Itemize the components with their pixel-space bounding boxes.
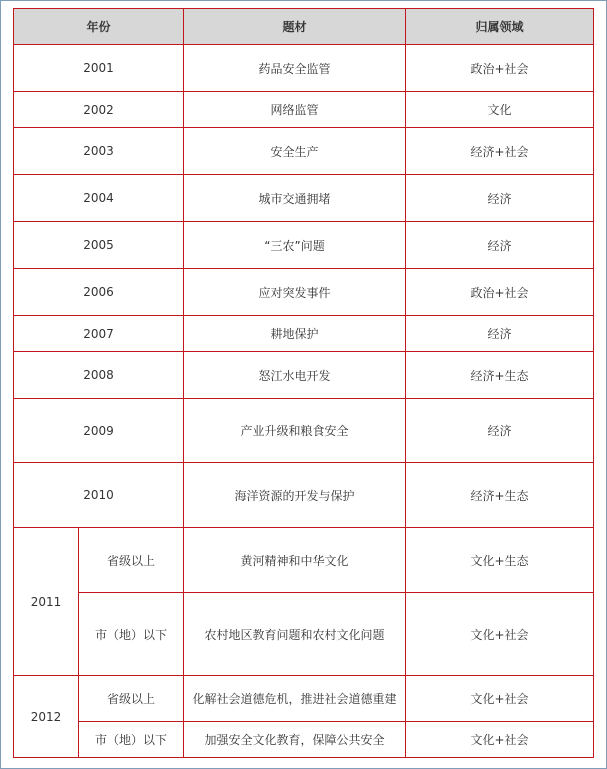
topic-cell: 产业升级和粮食安全 — [184, 399, 406, 463]
year-cell: 2008 — [14, 352, 184, 399]
table-row — [14, 463, 594, 528]
topic-cell: 城市交通拥堵 — [184, 175, 406, 222]
domain-cell: 文化+社会 — [406, 722, 594, 758]
domain-cell: 文化 — [406, 92, 594, 128]
year-cell: 2005 — [14, 222, 184, 269]
table-row — [14, 269, 594, 316]
year-cell: 2012 — [14, 676, 79, 758]
table-row — [14, 352, 594, 399]
table-row — [14, 399, 594, 463]
domain-cell: 经济 — [406, 316, 594, 352]
topic-cell: “三农”问题 — [184, 222, 406, 269]
topic-cell: 耕地保护 — [184, 316, 406, 352]
domain-cell: 政治+社会 — [406, 45, 594, 92]
table-row — [14, 593, 594, 676]
topic-cell: 加强安全文化教育，保障公共安全 — [184, 722, 406, 758]
level-cell: 市（地）以下 — [79, 722, 184, 758]
table-row — [14, 92, 594, 128]
table-row — [14, 45, 594, 92]
exam-topics-table — [13, 8, 594, 758]
table-row — [14, 128, 594, 175]
topic-cell: 化解社会道德危机，推进社会道德重建 — [184, 676, 406, 722]
table-row — [14, 722, 594, 758]
domain-cell: 文化+社会 — [406, 593, 594, 676]
table-row — [14, 528, 594, 593]
topic-cell: 黄河精神和中华文化 — [184, 528, 406, 593]
domain-cell: 文化+生态 — [406, 528, 594, 593]
year-cell: 2010 — [14, 463, 184, 528]
year-cell: 2001 — [14, 45, 184, 92]
table-row — [14, 316, 594, 352]
year-cell: 2006 — [14, 269, 184, 316]
domain-cell: 政治+社会 — [406, 269, 594, 316]
year-cell: 2002 — [14, 92, 184, 128]
table-header-row — [14, 9, 594, 45]
year-cell: 2004 — [14, 175, 184, 222]
table-row — [14, 222, 594, 269]
level-cell: 省级以上 — [79, 676, 184, 722]
domain-cell: 经济 — [406, 175, 594, 222]
level-cell: 省级以上 — [79, 528, 184, 593]
domain-cell: 经济 — [406, 399, 594, 463]
topic-cell: 海洋资源的开发与保护 — [184, 463, 406, 528]
domain-cell: 经济+生态 — [406, 352, 594, 399]
topic-cell: 应对突发事件 — [184, 269, 406, 316]
table-row — [14, 175, 594, 222]
topic-cell: 药品安全监管 — [184, 45, 406, 92]
header-year: 年份 — [14, 9, 184, 45]
domain-cell: 文化+社会 — [406, 676, 594, 722]
topic-cell: 怒江水电开发 — [184, 352, 406, 399]
year-cell: 2003 — [14, 128, 184, 175]
year-cell: 2007 — [14, 316, 184, 352]
topic-cell: 农村地区教育问题和农村文化问题 — [184, 593, 406, 676]
year-cell: 2011 — [14, 528, 79, 676]
header-topic: 题材 — [184, 9, 406, 45]
domain-cell: 经济+生态 — [406, 463, 594, 528]
table-row — [14, 676, 594, 722]
domain-cell: 经济 — [406, 222, 594, 269]
header-domain: 归属领域 — [406, 9, 594, 45]
year-cell: 2009 — [14, 399, 184, 463]
topic-cell: 网络监管 — [184, 92, 406, 128]
domain-cell: 经济+社会 — [406, 128, 594, 175]
topic-cell: 安全生产 — [184, 128, 406, 175]
level-cell: 市（地）以下 — [79, 593, 184, 676]
